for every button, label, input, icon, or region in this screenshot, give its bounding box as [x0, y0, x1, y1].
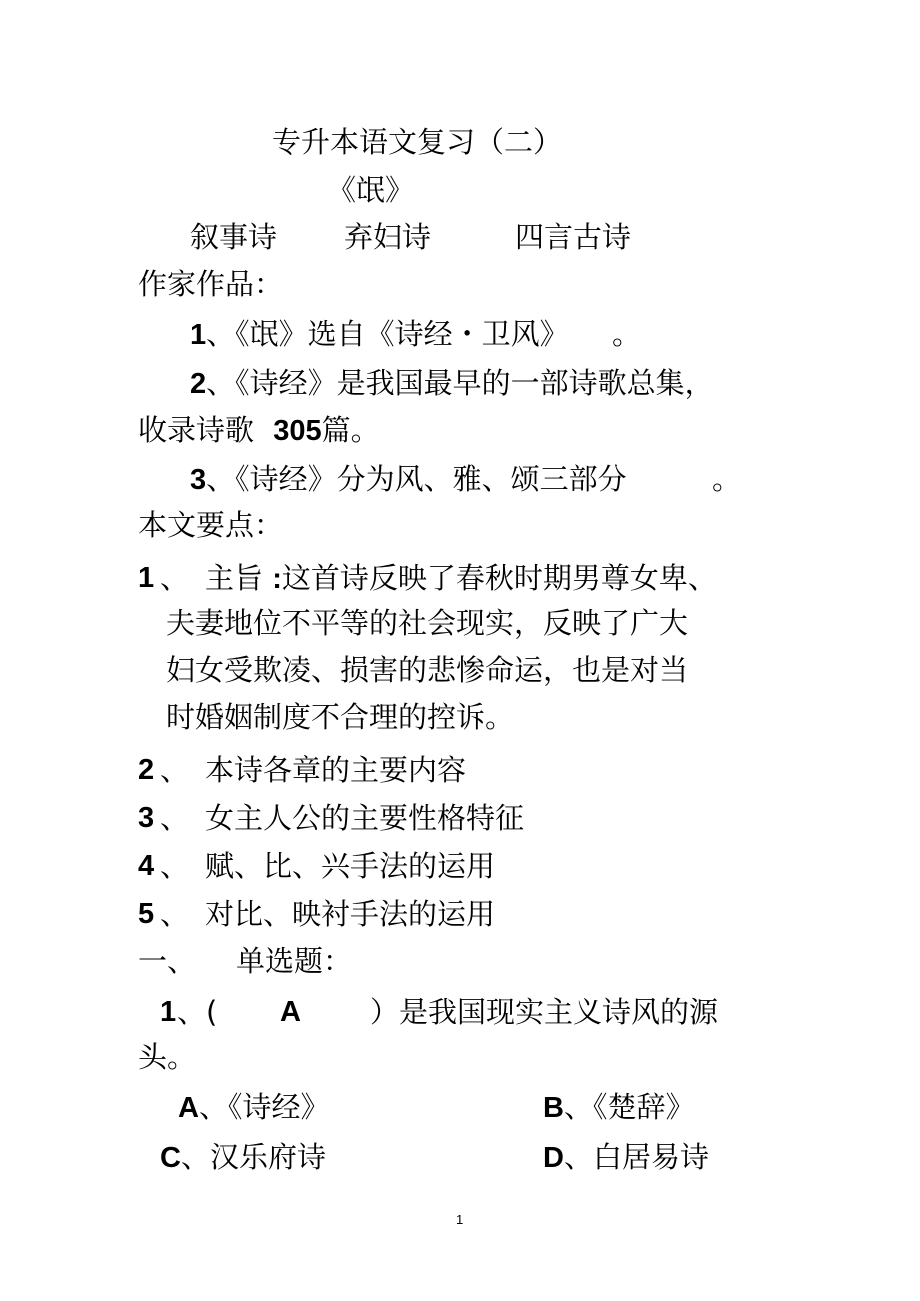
option-text: 、汉乐府诗 — [180, 1140, 326, 1174]
option-c — [160, 1140, 326, 1174]
point-label-text: 主旨 — [205, 561, 273, 595]
genre-tag: 四言古诗 — [515, 220, 632, 254]
point-separator: 、 — [160, 897, 190, 931]
option-d — [543, 1140, 709, 1174]
option-text: 、《楚辞》 — [563, 1090, 695, 1124]
point-number: 4 — [138, 850, 155, 882]
works-heading: 作家作品： — [138, 267, 284, 301]
works-item — [190, 462, 627, 496]
item-text: 、《诗经》是我国最早的一部诗歌总集， — [206, 366, 714, 400]
works-item — [190, 366, 714, 400]
works-item-continuation — [138, 413, 380, 447]
section-label: 单选题： — [236, 944, 353, 978]
option-key: D — [543, 1142, 564, 1174]
option-key: B — [543, 1092, 564, 1124]
question-answer: A — [280, 996, 301, 1028]
point-separator: 、 — [160, 849, 190, 883]
point-number: 1 — [138, 562, 155, 594]
poem-title: 《氓》 — [327, 173, 415, 207]
point-separator: 、 — [160, 753, 190, 787]
page-title: 专升本语文复习（二） — [272, 125, 563, 159]
point-number: 2 — [138, 754, 155, 786]
works-item-tail: 。 — [612, 317, 642, 351]
genre-tag: 弃妇诗 — [344, 220, 432, 254]
point-text: 对比、映衬手法的运用 — [205, 897, 496, 931]
section-number: 一、 — [138, 944, 197, 978]
item-text: 、《氓》选自《诗经・卫风》 — [206, 317, 569, 351]
point-separator: 、 — [160, 561, 190, 595]
item-number: 2 — [190, 368, 207, 400]
item-text: 收录诗歌 — [138, 413, 264, 447]
option-text: 、白居易诗 — [563, 1140, 709, 1174]
works-item-tail: 。 — [712, 462, 742, 496]
point-text: 女主人公的主要性格特征 — [205, 801, 525, 835]
item-number: 3 — [190, 464, 207, 496]
point-number: 5 — [138, 898, 155, 930]
question-number: 1 — [160, 996, 177, 1028]
option-b — [543, 1090, 695, 1124]
point-text: 妇女受欺凌、损害的悲惨命运，也是对当 — [166, 653, 689, 687]
question-open-paren: 、( — [177, 995, 218, 1029]
point-text: 本诗各章的主要内容 — [205, 753, 467, 787]
point-separator: 、 — [160, 801, 190, 835]
works-item — [190, 317, 569, 351]
point-text: 时婚姻制度不合理的控诉。 — [166, 700, 515, 734]
item-number: 1 — [190, 319, 207, 351]
point-number: 3 — [138, 802, 155, 834]
point-text: 赋、比、兴手法的运用 — [205, 849, 496, 883]
point-label — [205, 561, 717, 595]
option-key: C — [160, 1142, 181, 1174]
option-key: A — [178, 1092, 199, 1124]
option-text: 、《诗经》 — [198, 1090, 330, 1124]
item-text: 篇。 — [321, 413, 380, 447]
question-text: ）是我国现实主义诗风的源 — [370, 995, 719, 1029]
genre-tag: 叙事诗 — [190, 220, 278, 254]
poem-count: 305 — [273, 415, 322, 447]
option-a — [178, 1090, 330, 1124]
question-text-continuation: 头。 — [138, 1040, 197, 1074]
point-text: 夫妻地位不平等的社会现实，反映了广大 — [166, 606, 689, 640]
points-heading: 本文要点： — [138, 508, 284, 542]
point-text: 这首诗反映了春秋时期男尊女卑、 — [281, 561, 717, 595]
page-number: 1 — [456, 1212, 464, 1227]
point-colon: : — [272, 563, 282, 595]
item-text: 、《诗经》分为风、雅、颂三部分 — [206, 462, 627, 496]
